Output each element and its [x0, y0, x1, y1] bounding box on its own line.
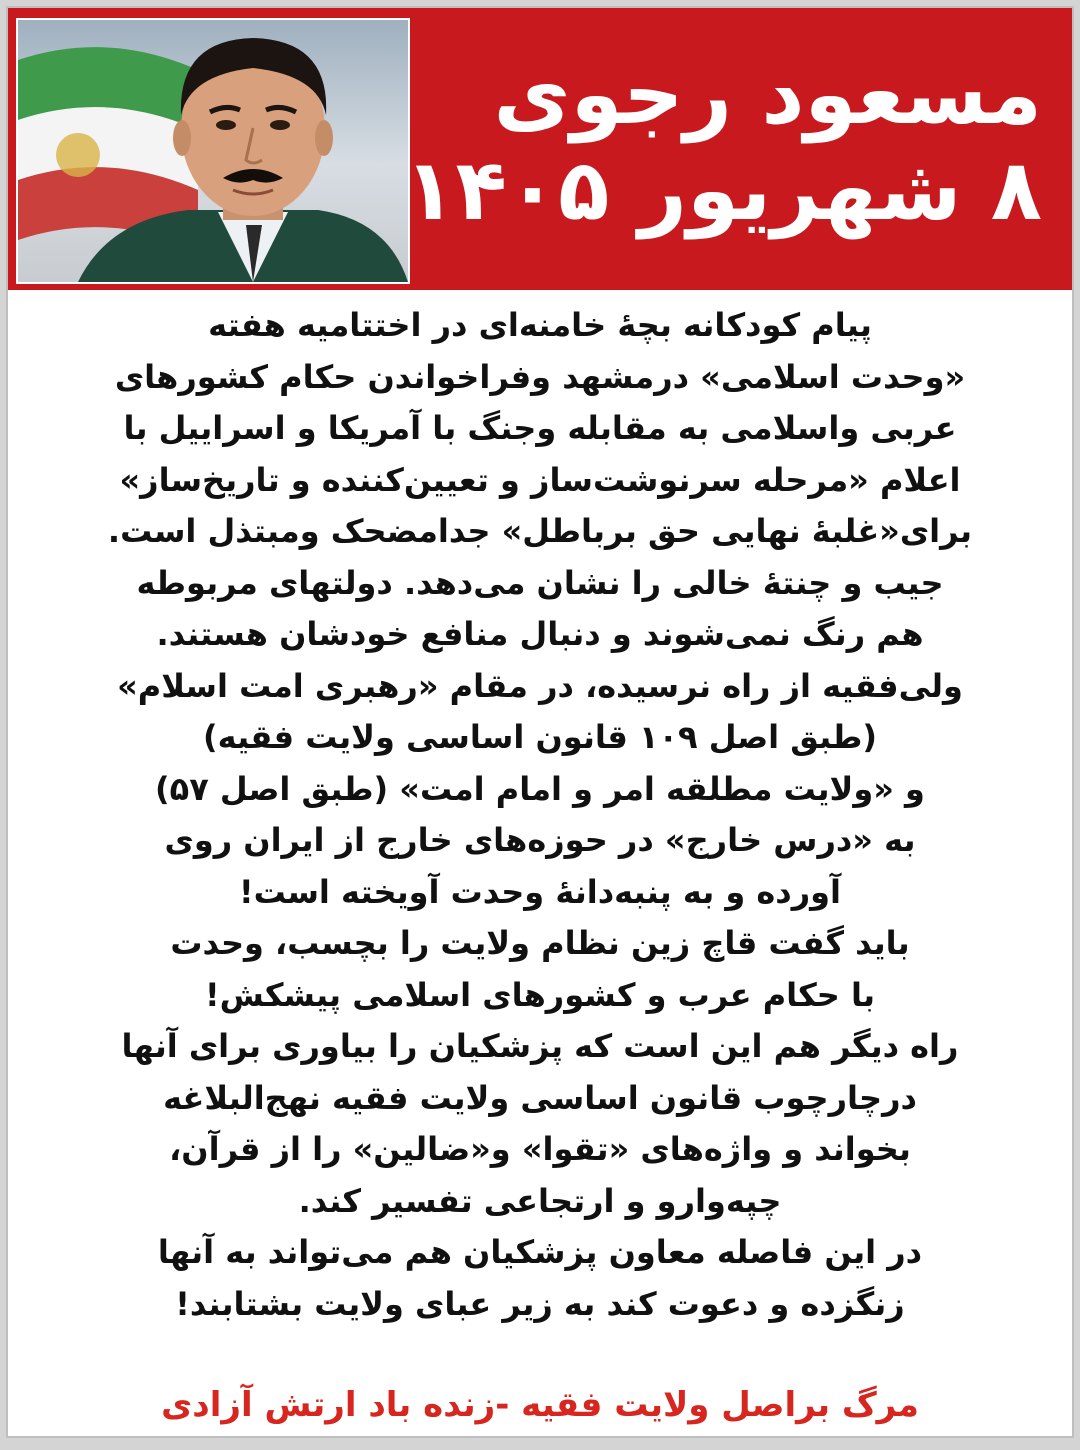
- body-line: درچارچوب قانون اساسی ولایت فقیه نهج‌البلاغه: [163, 1078, 917, 1117]
- body-line: «وحدت اسلامی» درمشهد وفراخواندن حکام کشورهای: [114, 357, 966, 396]
- left-ear: [173, 120, 191, 156]
- right-ear: [315, 120, 333, 156]
- body-line: آورده و به پنبه‌دانهٔ وحدت آویخته است!: [238, 872, 841, 911]
- body-line: باید گفت قاچ زین نظام ولایت را بچسب، وحدت: [170, 924, 910, 962]
- body-line: بخواند و واژه‌های «تقوا» و«ضالین» را از قرآن،: [169, 1130, 911, 1168]
- body-line: پیام کودکانه بچهٔ خامنه‌ای در اختتامیه هفته: [208, 306, 872, 344]
- body-line: (طبق اصل ۱۰۹ قانون اساسی ولایت فقیه): [203, 718, 877, 756]
- message-body: [28, 300, 1052, 1330]
- left-eye: [216, 120, 236, 130]
- footer-slogan: مرگ براصل ولایت فقیه -زنده باد ارتش آزادی: [161, 1385, 919, 1425]
- header-banner: [8, 8, 1072, 290]
- body-line: هم رنگ نمی‌شوند و دنبال منافع خودشان هستند.: [156, 615, 924, 653]
- body-line: برای«غلبهٔ نهایی حق برباطل» جدامضحک ومبتذل است.: [107, 512, 973, 550]
- portrait-photo: [16, 18, 410, 284]
- lion-sun-emblem: [56, 133, 100, 177]
- body-line: زنگزده و دعوت کند به زیر عبای ولایت بشتابند!: [175, 1284, 905, 1323]
- body-line: جیب و چنتهٔ خالی را نشان می‌دهد. دولتهای مربوطه: [136, 563, 944, 602]
- date-label: ۸ شهریور ۱۴۰۵: [404, 141, 1042, 239]
- body-line: به «درس خارج» در حوزه‌های خارج از ایران روی: [164, 821, 916, 859]
- body-line: در این فاصله معاون پزشکیان هم می‌تواند به آنها: [157, 1233, 923, 1271]
- body-line: عربی واسلامی به مقابله وجنگ با آمریکا و اسراییل با: [123, 409, 957, 447]
- portrait-illustration: [18, 20, 408, 282]
- person-name: مسعود رجوی: [493, 45, 1042, 143]
- body-line: با حکام عرب و کشورهای اسلامی پیشکش!: [204, 975, 875, 1014]
- body-line: اعلام «مرحله سرنوشت‌ساز و تعیین‌کننده و تاریخ‌ساز»: [119, 460, 961, 499]
- body-line: راه دیگر هم این است که پزشکیان را بیاوری برای آنها: [121, 1027, 959, 1065]
- header-title: [404, 45, 1042, 239]
- body-line: ولی‌فقیه از راه نرسیده، در مقام «رهبری امت اسلام»: [117, 666, 963, 705]
- body-line: و «ولایت مطلقه امر و امام امت» (طبق اصل ۵۷): [155, 769, 925, 808]
- right-eye: [270, 120, 290, 130]
- poster-card: [6, 6, 1074, 1438]
- body-line: چپه‌وارو و ارتجاعی تفسیر کند.: [298, 1181, 782, 1220]
